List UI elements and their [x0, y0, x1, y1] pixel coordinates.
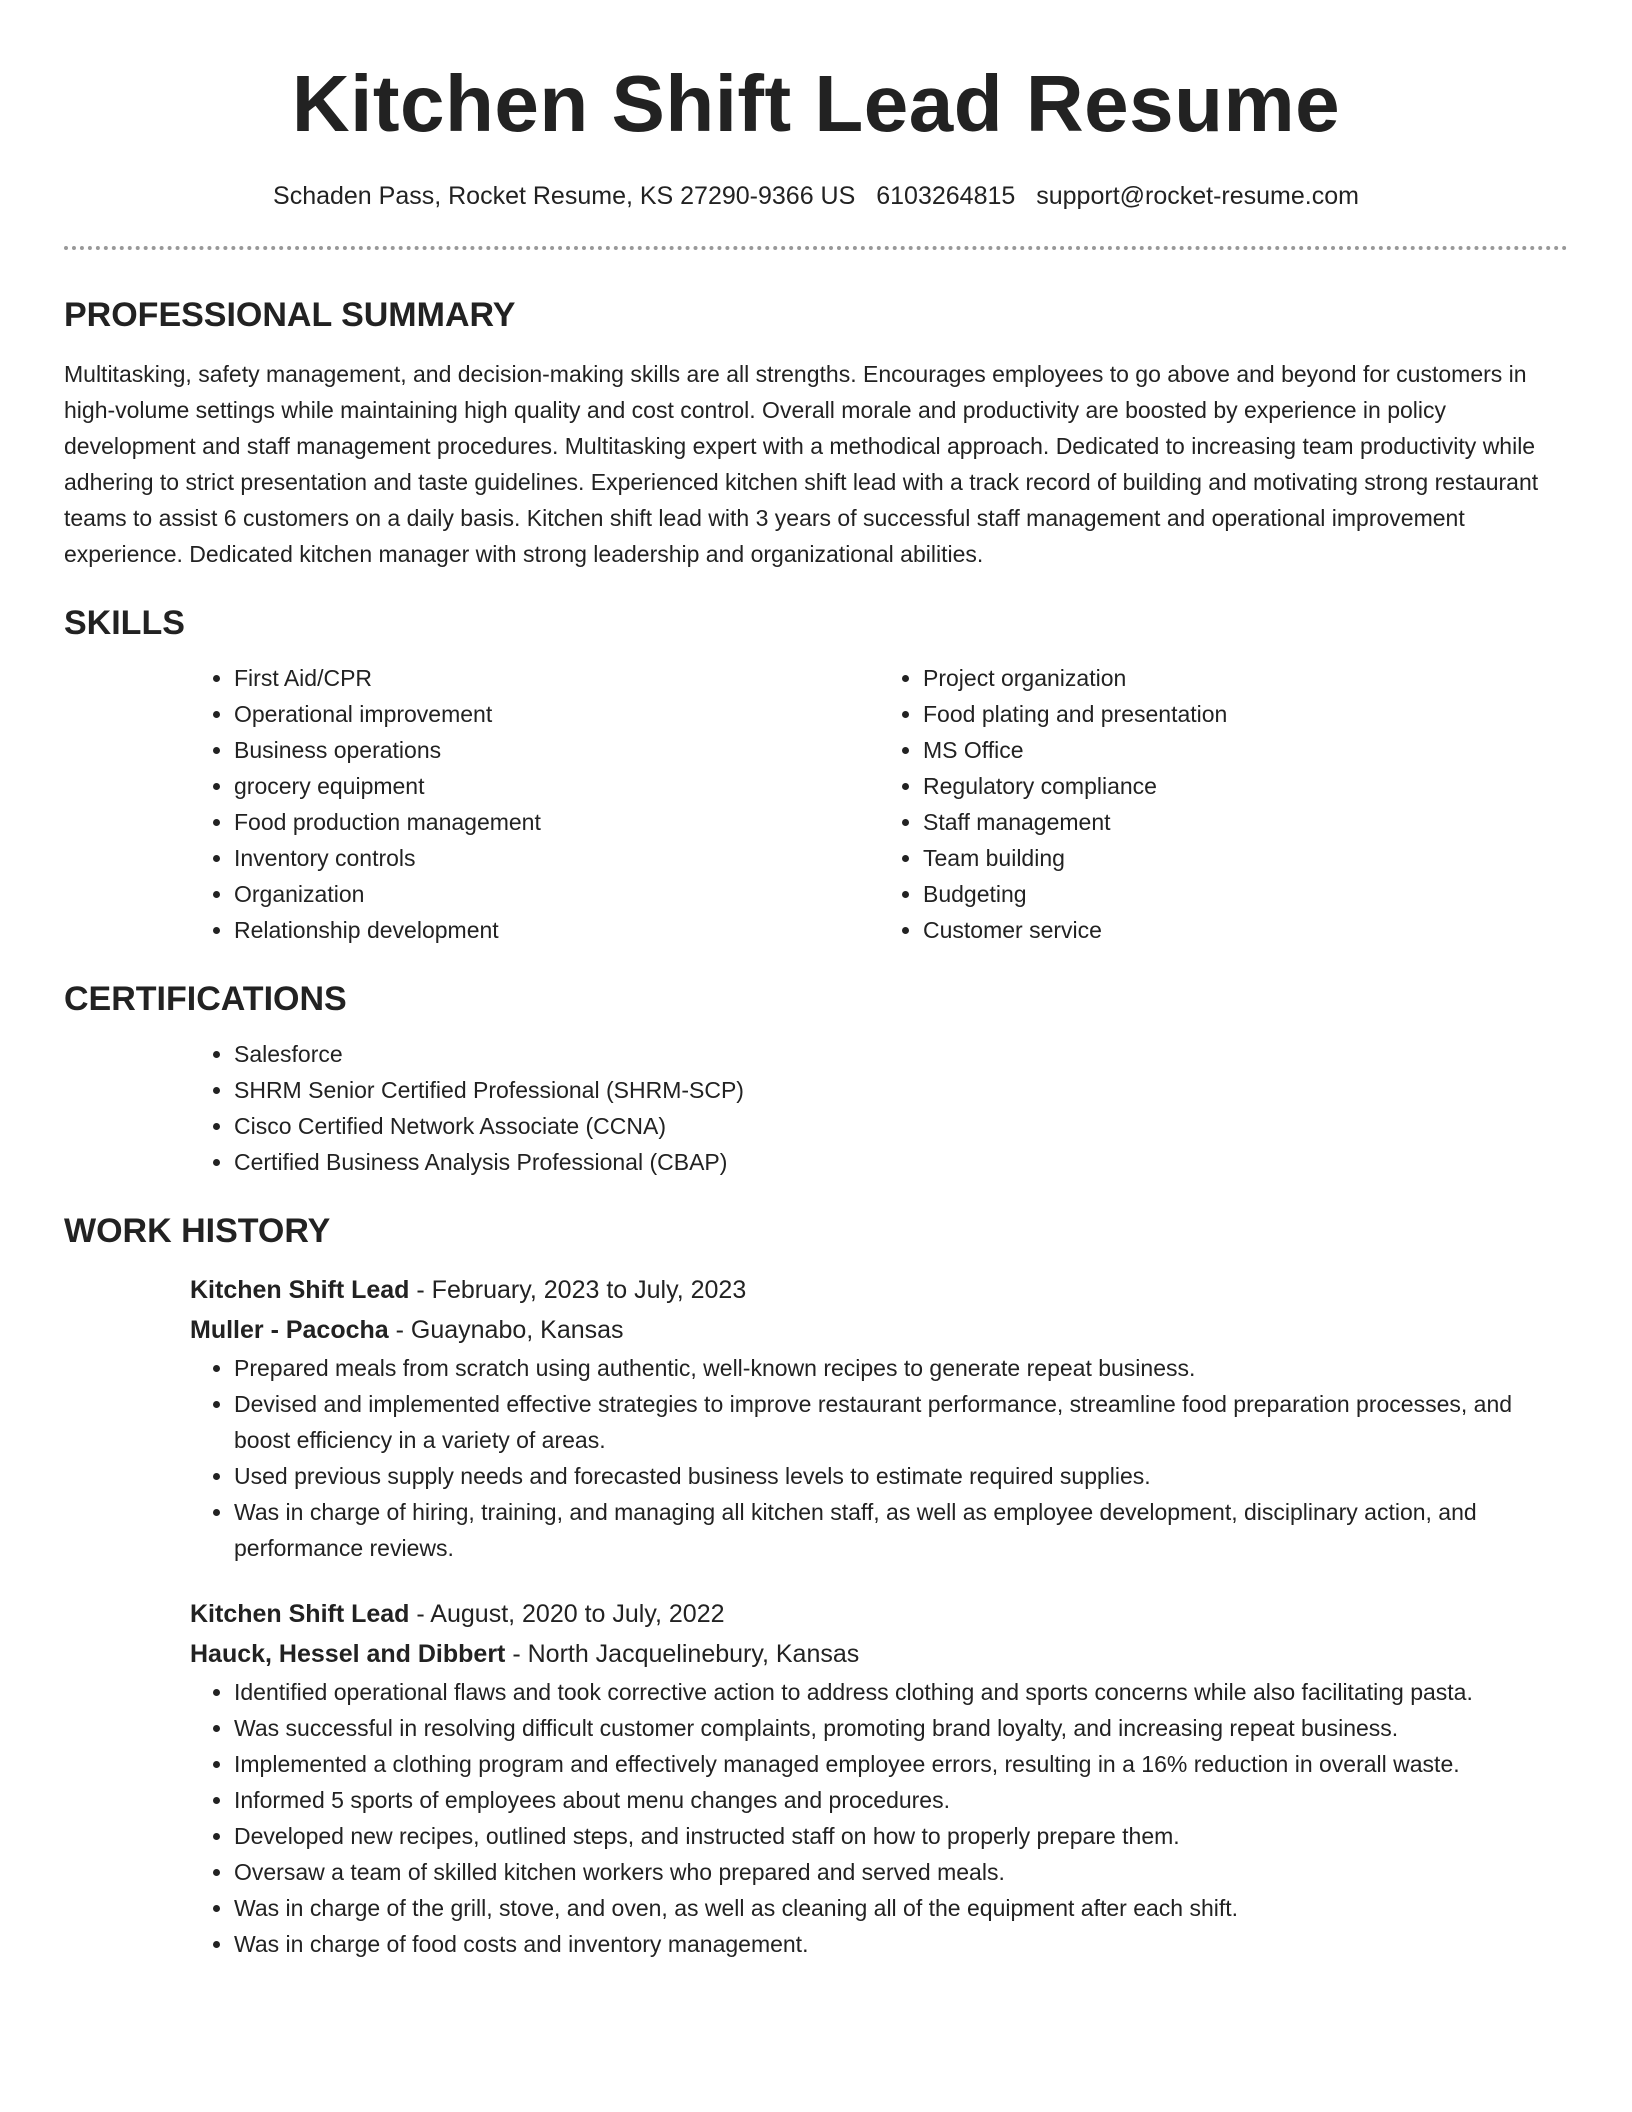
skill-item: • Food production management	[234, 804, 879, 840]
skill-item: • MS Office	[923, 732, 1568, 768]
certifications-heading: CERTIFICATIONS	[64, 980, 347, 1018]
certifications-section	[64, 978, 1568, 1180]
job-duty-item: • Prepared meals from scratch using authentic, well-known recipes to generate repeat business.	[234, 1350, 1568, 1386]
skill-item: • Relationship development	[234, 912, 879, 948]
job-title-line	[190, 1270, 1568, 1310]
skills-section	[64, 602, 1568, 948]
job-location: - Guaynabo, Kansas	[388, 1316, 624, 1344]
work-history-section	[64, 1210, 1568, 1962]
resume-title: Kitchen Shift Lead Resume	[291, 59, 1341, 148]
job-duty-item: • Implemented a clothing program and effectively managed employee errors, resulting in a 16% reduction in overall waste.	[234, 1746, 1568, 1782]
job-location: - North Jacquelinebury, Kansas	[505, 1640, 860, 1668]
job-duty-item: • Informed 5 sports of employees about menu changes and procedures.	[234, 1782, 1568, 1818]
job-company-line	[190, 1310, 1568, 1350]
job-company: Muller - Pacocha	[190, 1316, 389, 1344]
job-duty-item: • Was in charge of hiring, training, and managing all kitchen staff, as well as employee development, disciplinary action, and performance reviews.	[234, 1494, 1568, 1566]
job-company-line	[190, 1634, 1568, 1674]
skill-item: • Operational improvement	[234, 696, 879, 732]
job-title: Kitchen Shift Lead	[190, 1276, 410, 1304]
job-duty-item: • Devised and implemented effective strategies to improve restaurant performance, streamline food preparation processes, and boost efficiency in a variety of areas.	[234, 1386, 1568, 1458]
skill-item: • First Aid/CPR	[234, 660, 879, 696]
job-entry	[190, 1270, 1568, 1566]
job-dates: - February, 2023 to July, 2023	[409, 1276, 747, 1304]
skill-item: • grocery equipment	[234, 768, 879, 804]
skill-item: • Project organization	[923, 660, 1568, 696]
job-duties-list	[190, 1350, 1568, 1566]
job-duties-list	[190, 1674, 1568, 1962]
certifications-body	[190, 1036, 1568, 1180]
skill-item: • Customer service	[923, 912, 1568, 948]
skills-heading: SKILLS	[64, 604, 185, 642]
job-title-line	[190, 1594, 1568, 1634]
skill-item: • Regulatory compliance	[923, 768, 1568, 804]
skill-item: • Inventory controls	[234, 840, 879, 876]
work-history-heading: WORK HISTORY	[64, 1212, 331, 1250]
job-duty-item: • Oversaw a team of skilled kitchen workers who prepared and served meals.	[234, 1854, 1568, 1890]
skill-item: • Business operations	[234, 732, 879, 768]
contact-phone: 6103264815	[876, 182, 1016, 210]
skills-list-left	[190, 660, 879, 948]
summary-text: Multitasking, safety management, and decision-making skills are all strengths. Encourages employees to go above and beyond for customers in high-volume settings while maintaining high quality and cost control. Overall morale and productivity are boosted by experience in policy development and staff management procedures. Multitasking expert with a methodical approach. Dedicated to increasing team productivity while adhering to strict presentation and taste guidelines. Experienced kitchen shift lead with a track record of building and motivating strong restaurant teams to assist 6 customers on a daily basis. Kitchen shift lead with 3 years of successful staff management and operational improvement experience. Dedicated kitchen manager with strong leadership and organizational abilities.	[64, 361, 1539, 567]
job-duty-item: • Used previous supply needs and forecasted business levels to estimate required supplies.	[234, 1458, 1568, 1494]
skill-item: • Organization	[234, 876, 879, 912]
header-divider	[64, 246, 1568, 250]
summary-section	[64, 294, 1568, 572]
job-duty-item: • Developed new recipes, outlined steps, and instructed staff on how to properly prepare them.	[234, 1818, 1568, 1854]
job-duty-item: • Was in charge of the grill, stove, and oven, as well as cleaning all of the equipment after each shift.	[234, 1890, 1568, 1926]
job-company: Hauck, Hessel and Dibbert	[190, 1640, 506, 1668]
job-dates: - August, 2020 to July, 2022	[409, 1600, 725, 1628]
skills-list-right	[879, 660, 1568, 948]
certification-item: • Salesforce	[234, 1036, 1568, 1072]
contact-email[interactable]: support@rocket-resume.com	[1036, 182, 1359, 210]
job-duty-item: • Identified operational flaws and took corrective action to address clothing and sports concerns while also facilitating pasta.	[234, 1674, 1568, 1710]
job-duty-item: • Was successful in resolving difficult customer complaints, promoting brand loyalty, and increasing repeat business.	[234, 1710, 1568, 1746]
skill-item: • Staff management	[923, 804, 1568, 840]
contact-line	[0, 180, 1632, 212]
skill-item: • Food plating and presentation	[923, 696, 1568, 732]
skills-grid	[190, 660, 1568, 948]
skill-item: • Team building	[923, 840, 1568, 876]
certification-item: • Cisco Certified Network Associate (CCNA)	[234, 1108, 1568, 1144]
job-entry	[190, 1594, 1568, 1962]
certifications-list	[190, 1036, 1568, 1180]
job-duty-item: • Was in charge of food costs and inventory management.	[234, 1926, 1568, 1962]
certification-item: • SHRM Senior Certified Professional (SHRM-SCP)	[234, 1072, 1568, 1108]
summary-heading: PROFESSIONAL SUMMARY	[64, 296, 516, 334]
contact-address: Schaden Pass, Rocket Resume, KS 27290-9366 US	[273, 182, 856, 210]
job-title: Kitchen Shift Lead	[190, 1600, 410, 1628]
certification-item: • Certified Business Analysis Professional (CBAP)	[234, 1144, 1568, 1180]
skill-item: • Budgeting	[923, 876, 1568, 912]
